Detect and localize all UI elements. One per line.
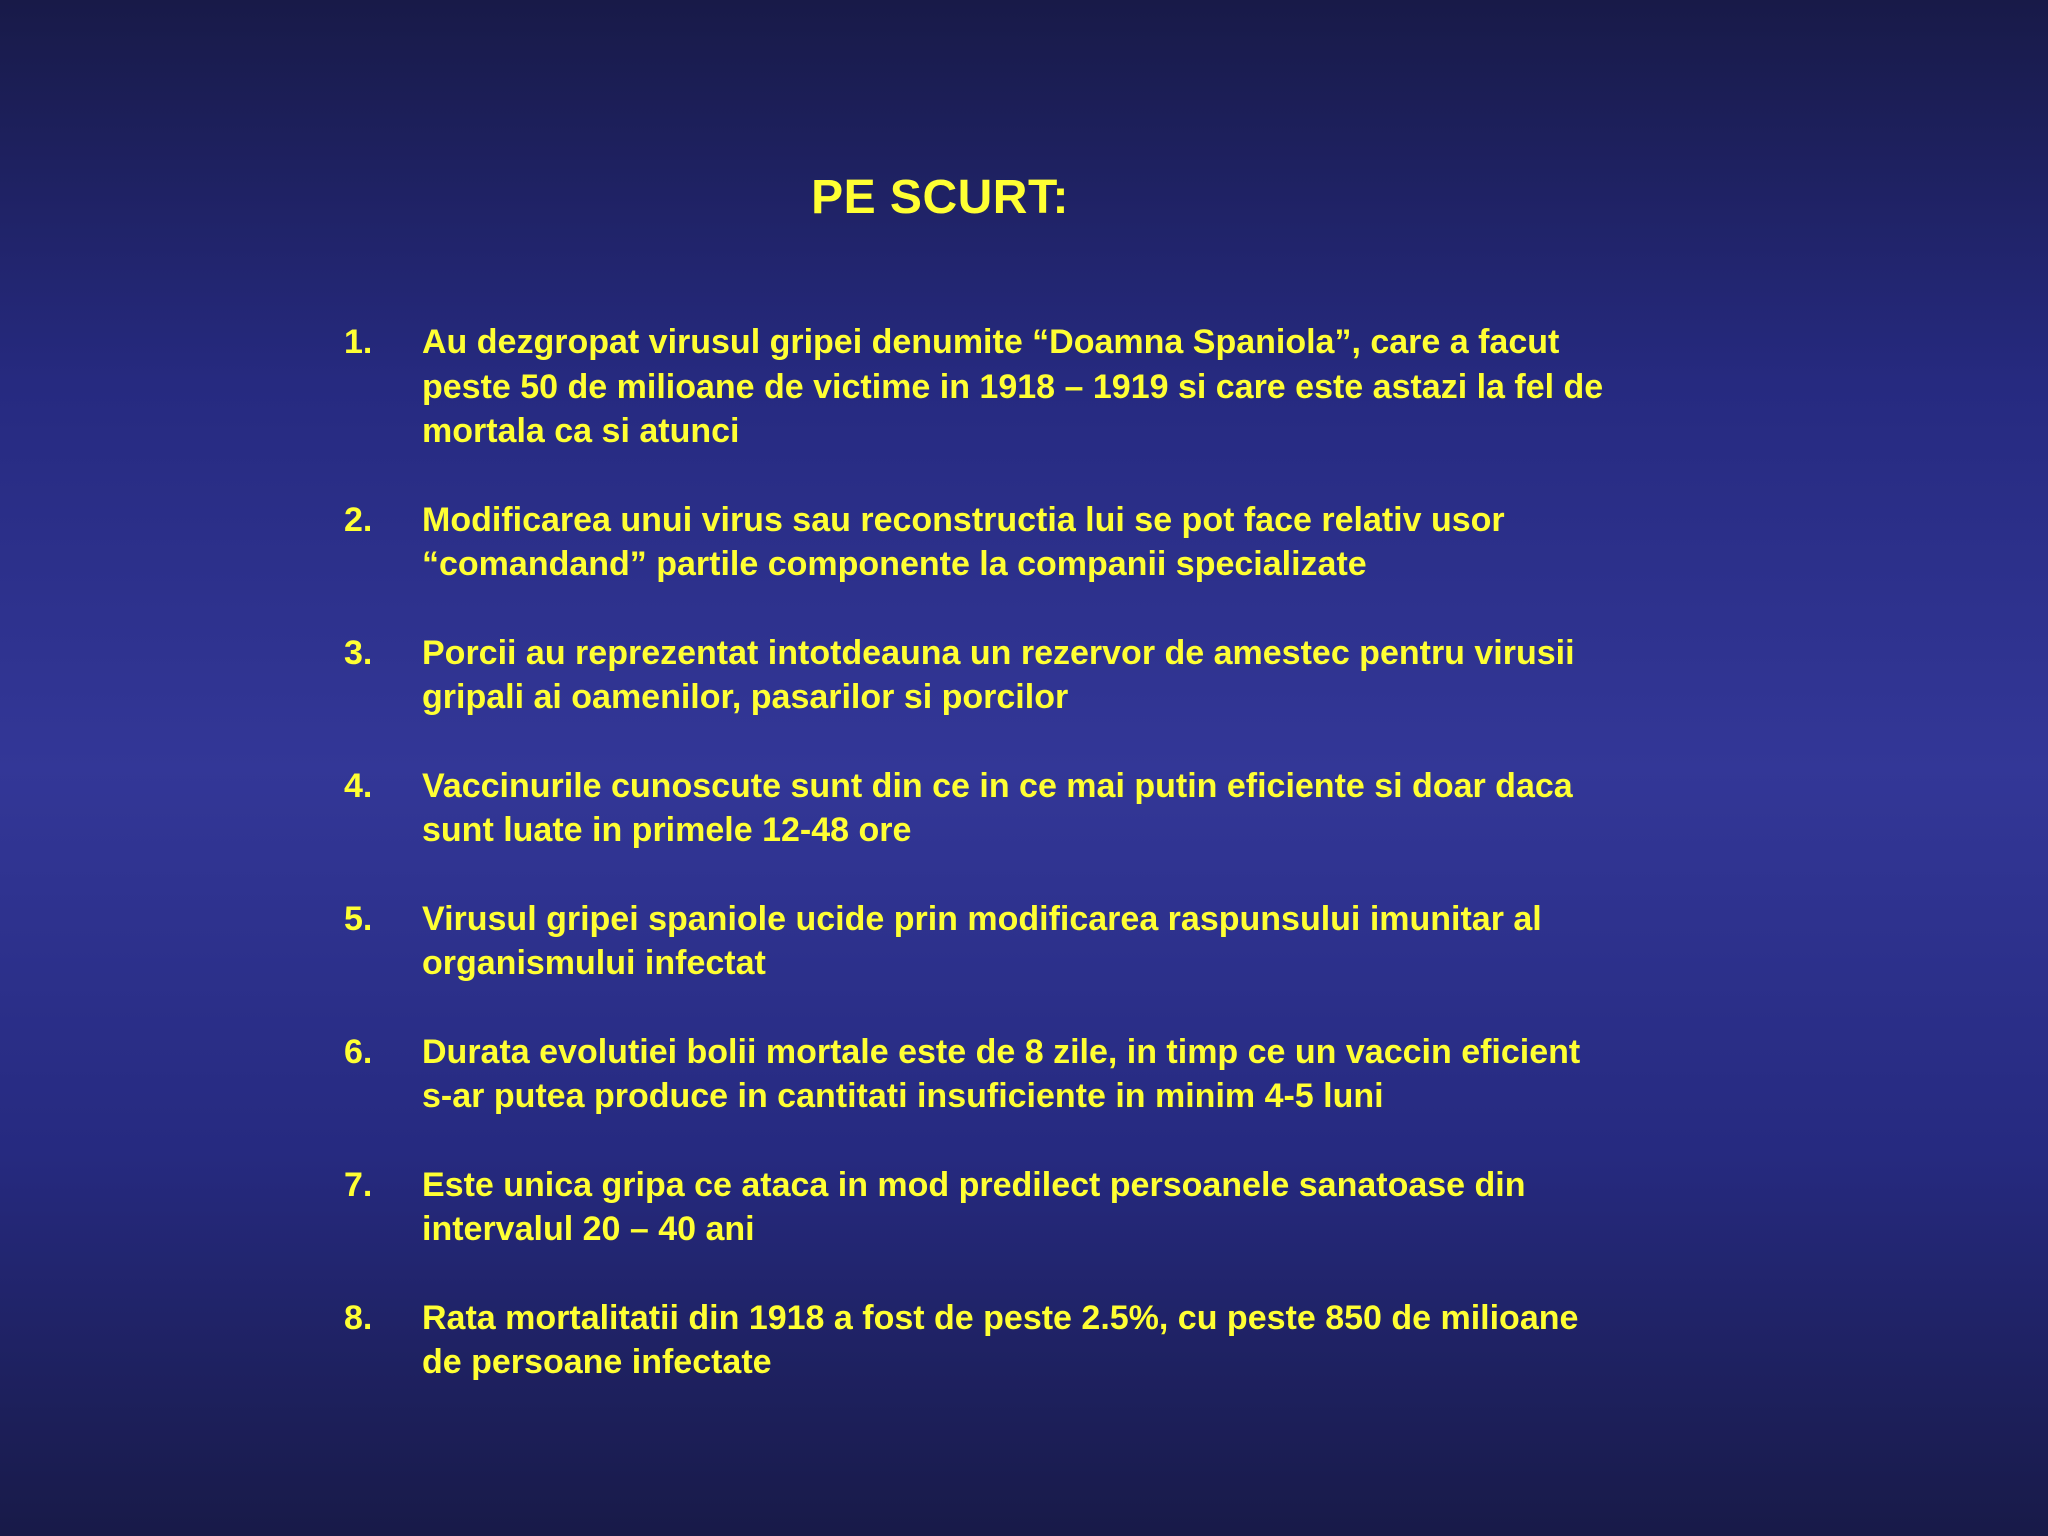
list-item-number: 1. <box>344 323 373 361</box>
list-item <box>344 1030 1604 1119</box>
list-item <box>344 320 1604 454</box>
list-item-number: 5. <box>344 899 373 938</box>
list-item <box>344 1296 1604 1385</box>
list-item-text: Este unica gripa ce ataca in mod predilect persoanele sanatoase din intervalul 20 – 40 ani <box>422 1165 1526 1248</box>
list-item-text: Rata mortalitatii din 1918 a fost de peste 2.5%, cu peste 850 de milioane de persoane infectate <box>422 1298 1579 1381</box>
list-item-text: Virusul gripei spaniole ucide prin modificarea raspunsului imunitar al organismului infectat <box>422 899 1542 982</box>
list-item-text: Modificarea unui virus sau reconstructia lui se pot face relativ usor “comandand” partile componente la companii specializate <box>422 500 1505 583</box>
list-item-text: Porcii au reprezentat intotdeauna un rezervor de amestec pentru virusii gripali ai oamenilor, pasarilor si porcilor <box>422 633 1575 716</box>
list-item-text: Vaccinurile cunoscute sunt din ce in ce mai putin eficiente si doar daca sunt luate in primele 12-48 ore <box>422 766 1573 849</box>
list-item <box>344 764 1604 853</box>
list-item <box>344 1163 1604 1252</box>
list-item <box>344 897 1604 986</box>
list-item-text: Au dezgropat virusul gripei denumite “Doamna Spaniola”, care a facut peste 50 de milioane de victime in 1918 – 1919 si care este astazi la fel de mortala ca si atunci <box>422 323 1604 450</box>
slide-title: PE SCURT: <box>811 171 1069 224</box>
list-item-number: 8. <box>344 1298 373 1337</box>
list-item-number: 7. <box>344 1165 373 1204</box>
list-item <box>344 498 1604 587</box>
list-item <box>344 631 1604 720</box>
list-item-number: 2. <box>344 500 373 539</box>
list-item-number: 4. <box>344 766 373 805</box>
list-item-number: 6. <box>344 1032 373 1071</box>
bullet-list <box>344 320 1604 1429</box>
list-item-number: 3. <box>344 633 373 672</box>
list-item-text: Durata evolutiei bolii mortale este de 8 zile, in timp ce un vaccin eficient s-ar putea produce in cantitati insuficiente in minim 4-5 luni <box>422 1032 1581 1115</box>
